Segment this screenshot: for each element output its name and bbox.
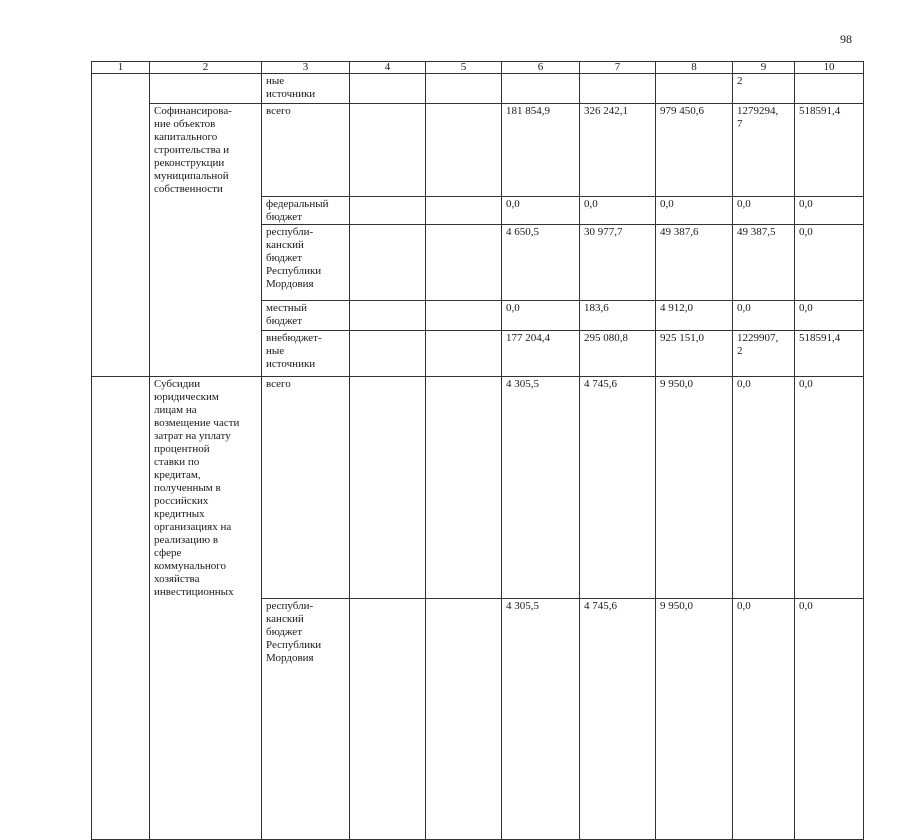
value-cell: 518591,4	[795, 330, 864, 376]
table-cell	[426, 74, 502, 104]
value-cell: 1279294, 7	[733, 104, 795, 197]
table-cell	[150, 74, 262, 104]
measure-name-cell: Софинансирова- ние объектов капитального строительства и реконструкции муниципальной собственности	[150, 104, 262, 197]
value-cell: 4 912,0	[656, 300, 733, 330]
table-cell	[92, 224, 150, 300]
header-cell: 1	[92, 62, 150, 74]
table-row	[92, 196, 864, 224]
funding-source-cell: всего	[262, 376, 350, 599]
table-cell	[350, 196, 426, 224]
table-cell	[426, 196, 502, 224]
table-cell	[426, 599, 502, 840]
value-cell: 925 151,0	[656, 330, 733, 376]
table-cell	[426, 300, 502, 330]
header-cell: 5	[426, 62, 502, 74]
table-cell	[350, 104, 426, 197]
header-cell: 9	[733, 62, 795, 74]
value-cell: 0,0	[580, 196, 656, 224]
value-cell: 0,0	[502, 300, 580, 330]
value-cell: 295 080,8	[580, 330, 656, 376]
value-cell: 2	[733, 74, 795, 104]
value-cell	[580, 74, 656, 104]
table-cell	[150, 330, 262, 376]
value-cell	[795, 74, 864, 104]
table-cell	[350, 330, 426, 376]
table-cell	[150, 196, 262, 224]
header-cell: 8	[656, 62, 733, 74]
value-cell: 4 305,5	[502, 599, 580, 840]
table-cell	[92, 330, 150, 376]
value-cell: 4 305,5	[502, 376, 580, 599]
header-row	[92, 62, 864, 74]
table-cell	[350, 300, 426, 330]
table-cell	[150, 300, 262, 330]
table-row	[92, 599, 864, 840]
header-cell: 7	[580, 62, 656, 74]
value-cell: 183,6	[580, 300, 656, 330]
value-cell: 0,0	[502, 196, 580, 224]
table-cell	[92, 196, 150, 224]
table-cell	[426, 330, 502, 376]
measure-name-cell: Субсидии юридическим лицам на возмещение части затрат на уплату процентной ставки по кредитам, полученным в российских кредитных организациях на реализацию в сфере коммунального хозяйства инвестиционных	[150, 376, 262, 599]
table-cell	[350, 599, 426, 840]
value-cell: 326 242,1	[580, 104, 656, 197]
value-cell: 0,0	[795, 224, 864, 300]
value-cell: 4 745,6	[580, 376, 656, 599]
table-row	[92, 224, 864, 300]
value-cell: 0,0	[733, 196, 795, 224]
table-row	[92, 376, 864, 599]
value-cell: 0,0	[795, 599, 864, 840]
value-cell: 4 745,6	[580, 599, 656, 840]
table-row	[92, 74, 864, 104]
funding-source-cell: федеральный бюджет	[262, 196, 350, 224]
value-cell: 177 204,4	[502, 330, 580, 376]
value-cell: 30 977,7	[580, 224, 656, 300]
value-cell: 49 387,5	[733, 224, 795, 300]
table-cell	[150, 599, 262, 840]
header-cell: 3	[262, 62, 350, 74]
table-cell	[350, 376, 426, 599]
value-cell: 49 387,6	[656, 224, 733, 300]
budget-table	[91, 61, 864, 840]
value-cell: 0,0	[656, 196, 733, 224]
value-cell: 0,0	[795, 196, 864, 224]
table-cell	[426, 376, 502, 599]
table-row	[92, 104, 864, 197]
table-cell	[350, 74, 426, 104]
table-row	[92, 300, 864, 330]
table-cell	[92, 74, 150, 104]
value-cell: 518591,4	[795, 104, 864, 197]
funding-source-cell: республи- канский бюджет Республики Мордовия	[262, 224, 350, 300]
table-cell	[350, 224, 426, 300]
table-cell	[150, 224, 262, 300]
header-cell: 10	[795, 62, 864, 74]
header-cell: 2	[150, 62, 262, 74]
value-cell: 4 650,5	[502, 224, 580, 300]
value-cell: 979 450,6	[656, 104, 733, 197]
table-cell	[92, 300, 150, 330]
value-cell: 0,0	[795, 376, 864, 599]
value-cell	[502, 74, 580, 104]
header-cell: 4	[350, 62, 426, 74]
value-cell: 0,0	[733, 376, 795, 599]
funding-source-cell: внебюджет- ные источники	[262, 330, 350, 376]
value-cell: 0,0	[733, 300, 795, 330]
value-cell: 181 854,9	[502, 104, 580, 197]
funding-source-cell: республи- канский бюджет Республики Мордовия	[262, 599, 350, 840]
funding-source-cell: ные источники	[262, 74, 350, 104]
value-cell: 0,0	[795, 300, 864, 330]
value-cell: 9 950,0	[656, 599, 733, 840]
page-number: 98	[840, 32, 852, 46]
table-cell	[426, 104, 502, 197]
funding-source-cell: всего	[262, 104, 350, 197]
table-cell	[92, 599, 150, 840]
table-cell	[426, 224, 502, 300]
header-cell: 6	[502, 62, 580, 74]
funding-source-cell: местный бюджет	[262, 300, 350, 330]
table-cell	[92, 376, 150, 599]
table-row	[92, 330, 864, 376]
value-cell: 9 950,0	[656, 376, 733, 599]
table-cell	[92, 104, 150, 197]
value-cell: 1229907, 2	[733, 330, 795, 376]
value-cell: 0,0	[733, 599, 795, 840]
value-cell	[656, 74, 733, 104]
